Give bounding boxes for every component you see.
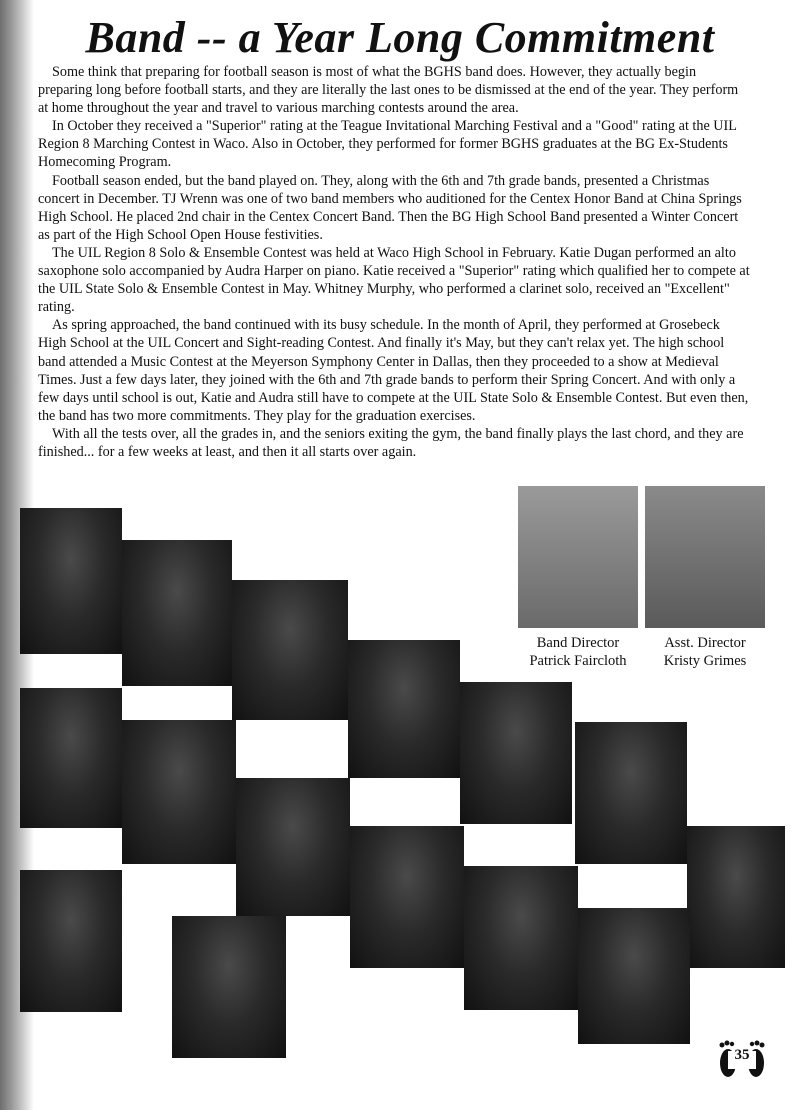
student-photo <box>460 682 572 824</box>
article-paragraph-1: Some think that preparing for football season is most of what the BGHS band does. However, they actually begin preparing long before football starts, and they are literally the last ones to be dismissed at the end of the year. They perform at home throughout the year and travel to various marching contests around the area. <box>38 64 739 117</box>
page-title: Band -- a Year Long Commitment <box>85 13 715 62</box>
article-paragraph-4: The UIL Region 8 Solo & Ensemble Contest was held at Waco High School in February. Katie Dugan performed an alto saxophone solo accompanied by Audra Harper on piano. Katie received a "Superior" rating which qualified her to compete at the UIL State Solo & Ensemble Contest in May. Whitney Murphy, who performed a clarinet solo, received an "Excellent" rating. <box>38 244 750 316</box>
article-body <box>38 63 750 461</box>
student-photo <box>578 908 690 1044</box>
student-photo <box>20 870 122 1012</box>
page-number: 35 <box>734 1047 750 1063</box>
student-photo <box>236 778 350 916</box>
student-photo <box>20 688 122 828</box>
asst-director-photo <box>645 486 765 628</box>
asst-director-name: Kristy Grimes <box>663 653 747 669</box>
student-photo <box>575 722 687 864</box>
article-paragraph-2: In October they received a "Superior" rating at the Teague Invitational Marching Festival and a "Good" rating at the UIL Region 8 Marching Contest in Waco. Also in October, they performed for former BGHS graduates at the BG Ex-Students Homecoming Program. <box>38 118 737 171</box>
band-director-photo <box>518 486 638 628</box>
student-photo <box>464 866 578 1010</box>
article-paragraph-5: As spring approached, the band continued with its busy schedule. In the month of April, they performed at Grosebeck High School at the UIL Concert and Sight-reading Contest. And finally it's May, but they can't relax yet. The high school band attended a Music Contest at the Meyerson Symphony Center in Dallas, then they proceeded to a show at Medieval Times. Just a few days later, they joined with the 6th and 7th grade bands to perform their Spring Concert. And with only a few days until school is out, Katie and Audra still have to compete at the UIL State Solo & Ensemble Contest. But even then, the band has two more commitments. They play for the graduation exercises. <box>38 317 749 424</box>
student-photo <box>350 826 464 968</box>
article-paragraph-6: With all the tests over, all the grades in, and the seniors exiting the gym, the band finally plays the last chord, and they are finished... for a few weeks at least, and then it all starts over again. <box>38 425 744 460</box>
page-number-badge <box>712 1035 772 1083</box>
student-photo <box>122 540 232 686</box>
asst-director-role: Asst. Director <box>664 635 746 651</box>
band-director-role: Band Director <box>536 635 620 651</box>
student-photo <box>348 640 460 778</box>
article-paragraph-3: Football season ended, but the band played on. They, along with the 6th and 7th grade bands, presented a Christmas concert in December. TJ Wrenn was one of two band members who auditioned for the Centex Honor Band at China Springs High School. He placed 2nd chair in the Centex Concert Band. Then the BG High School Band presented a Winter Concert as part of the High School Open House festivities. <box>38 172 742 243</box>
student-photo <box>232 580 348 720</box>
student-photo <box>122 720 236 864</box>
student-photo <box>172 916 286 1058</box>
band-director-caption <box>506 634 650 670</box>
asst-director-caption <box>633 634 777 670</box>
band-director-name: Patrick Faircloth <box>529 653 627 669</box>
student-photo <box>687 826 785 968</box>
student-photo <box>20 508 122 654</box>
